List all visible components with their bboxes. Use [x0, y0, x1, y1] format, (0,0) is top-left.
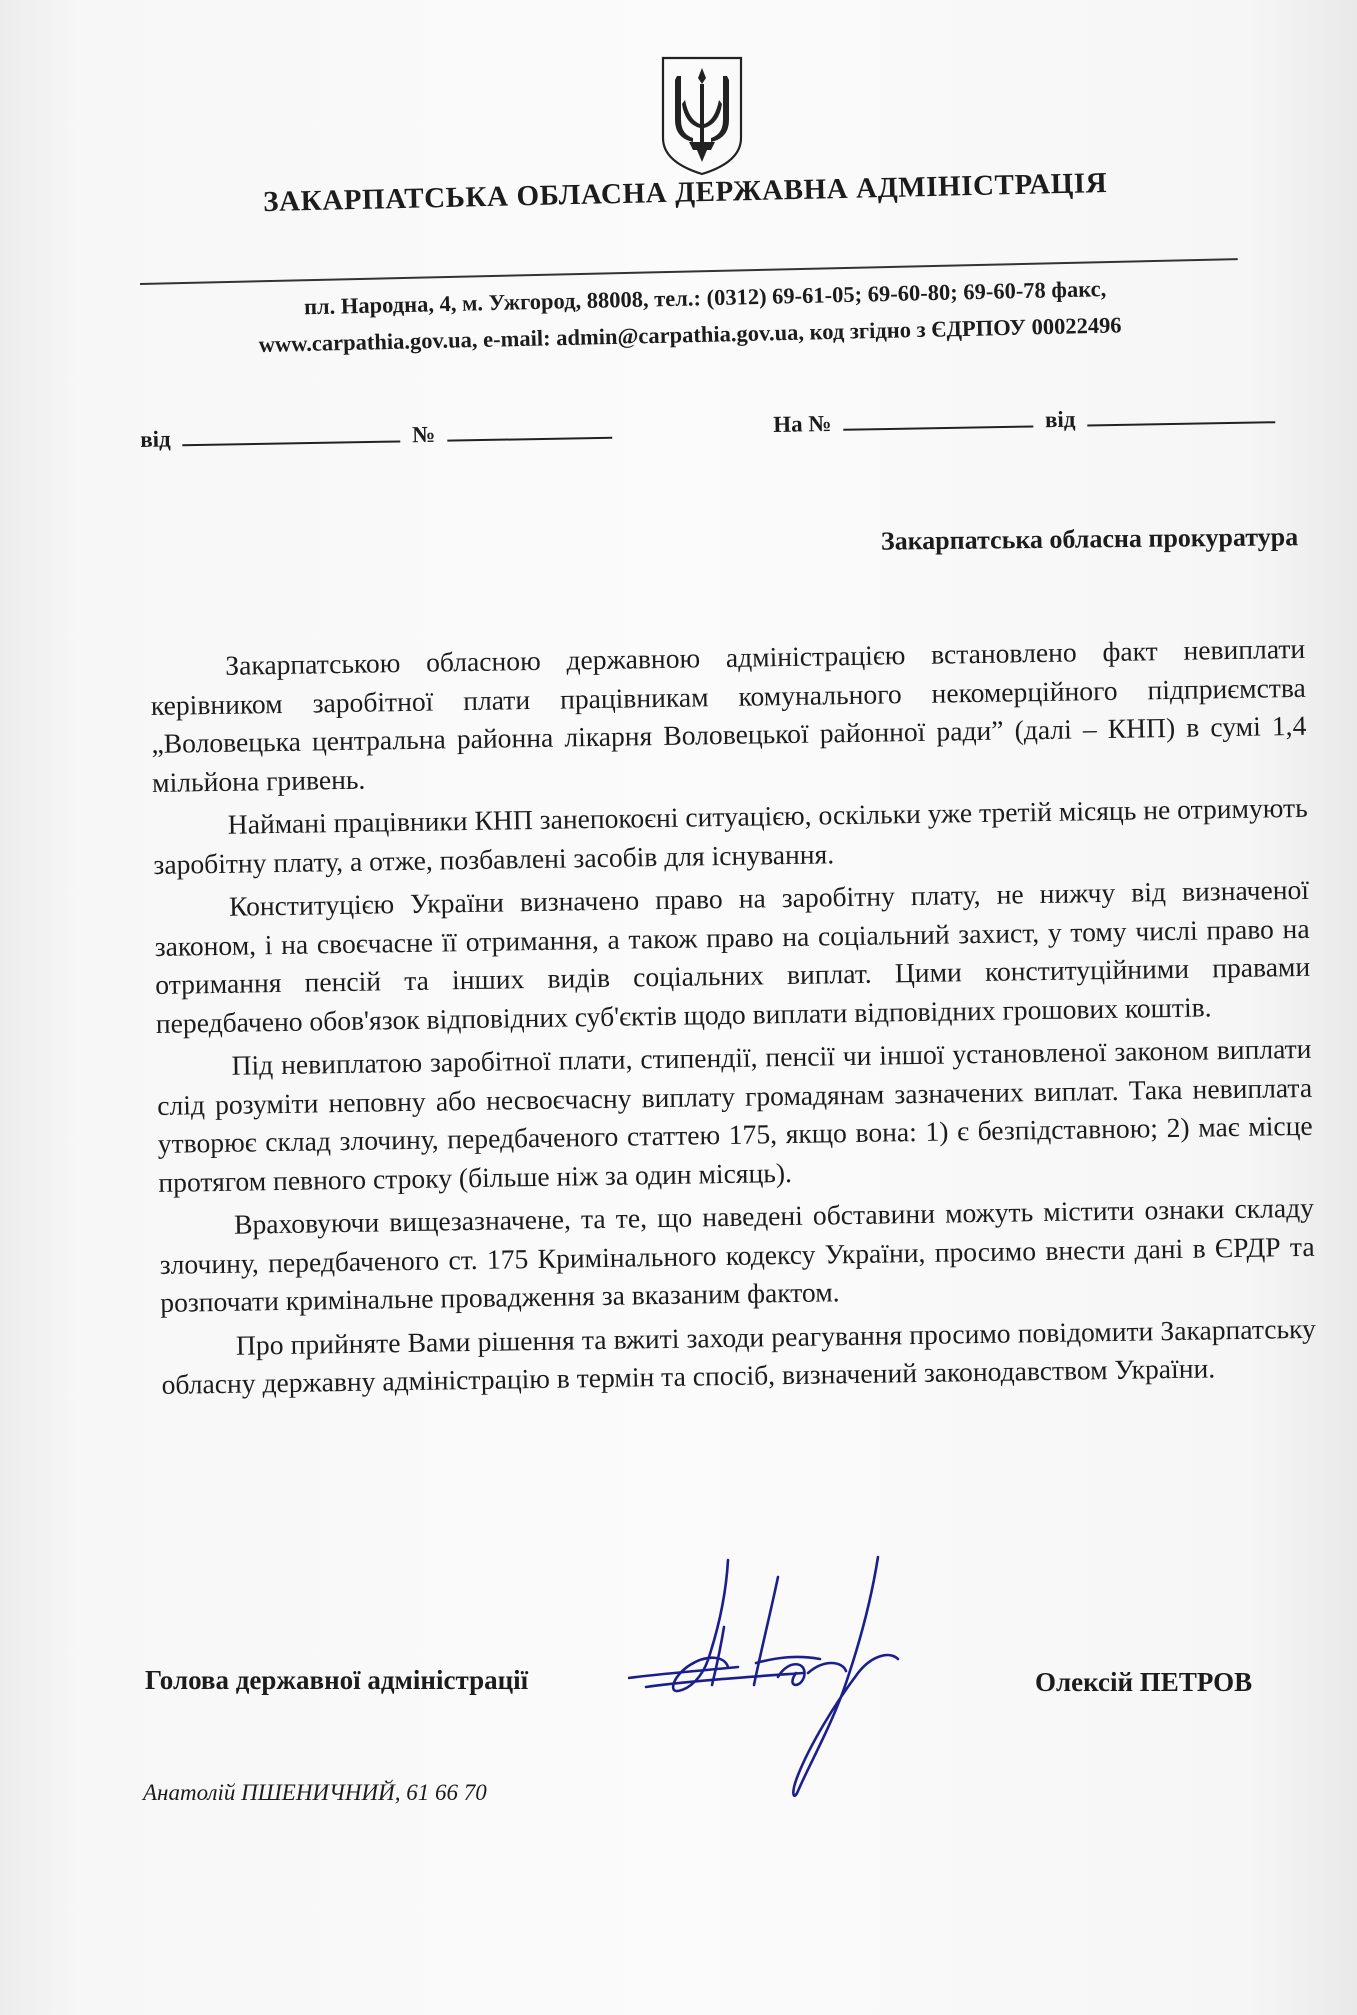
date-blank-line — [182, 422, 400, 446]
letter-body — [150, 630, 1317, 1410]
contact-line-address: пл. Народна, 4, м. Ужгород, 88008, тел.: (0312) 69-61-05; 69-60-80; 69-60-78 факс, — [303, 276, 1107, 320]
contact-line-web: www.carpathia.gov.ua, e-mail: admin@carpathia.gov.ua, код згідно з ЄДРПОУ 00022496 — [258, 312, 1122, 357]
body-paragraph: Під невиплатою заробітної плати, стипендії, пенсії чи іншої установленої законом виплати слід розуміти неповну або несвоєчасну виплату громадянам зазначених виплат. Така невиплата утворює склад злочину, передбаченого статтею 175, якщо вона: 1) є безпідставною; 2) має місце протягом певного строку (більше ніж за один місяць). — [156, 1032, 1313, 1198]
recipient: Закарпатська обласна прокуратура — [880, 522, 1299, 556]
signatory-name: Олексій ПЕТРОВ — [1035, 1667, 1253, 1697]
body-paragraph: Конституцією України визначено право на заробітну плату, не нижчу від визначеної законом, і на своєчасне її отримання, а також право на соціальний захист, у тому числі право на отримання пенсій та інших видів соціальних виплат. Цими конституційними правами передбачено обов'язок відповідних суб'єктів щодо виплати відповідних грошових коштів. — [154, 873, 1311, 1039]
body-paragraph: Закарпатською обласною державною адміністрацією встановлено факт невиплати керівником заробітної плати працівникам комунального некомерційного підприємства „Воловецька центральна районна лікарня Воловецької районної ради” (далі – КНП) в сумі 1,4 мільйона гривень. — [150, 632, 1307, 798]
outgoing-reference — [140, 419, 618, 453]
body-paragraph: Про прийняте Вами рішення та вжиті заходи реагування просимо повідомити Закарпатську обласну державну адміністрацію в термін та спосіб, визначений законодавством України. — [161, 1312, 1317, 1400]
body-paragraph: Наймані працівники КНП занепокоєні ситуацією, оскільки уже третій місяць не отримують заробітну плату, а отже, позбавлені засобів для існування. — [153, 791, 1308, 880]
body-paragraph: Враховуючи вищезазначене, та те, що наведені обставини можуть містити ознаки складу злочину, передбаченого ст. 175 Кримінального кодексу України, просимо внести дані в ЄРДР та розпочати кримінальне провадження за вказаним фактом. — [159, 1191, 1315, 1318]
handwritten-signature-icon — [628, 1555, 918, 1805]
incoming-reference — [773, 403, 1281, 438]
signatory-title: Голова державної адміністрації — [145, 1665, 529, 1695]
reply-number-label: На № — [773, 410, 832, 437]
from-date-label: від — [140, 426, 171, 452]
reply-date-blank-line — [1087, 403, 1275, 426]
number-blank-line — [447, 419, 612, 442]
reply-date-label: від — [1044, 406, 1076, 433]
executor-contact: Анатолій ПШЕНИЧНИЙ, 61 66 70 — [143, 1780, 487, 1805]
number-label: № — [411, 421, 436, 448]
organization-title: ЗАКАРПАТСЬКА ОБЛАСНА ДЕРЖАВНА АДМІНІСТРАЦІЯ — [262, 166, 1108, 219]
reply-number-blank-line — [843, 407, 1033, 430]
trident-coat-of-arms-icon — [659, 54, 745, 178]
